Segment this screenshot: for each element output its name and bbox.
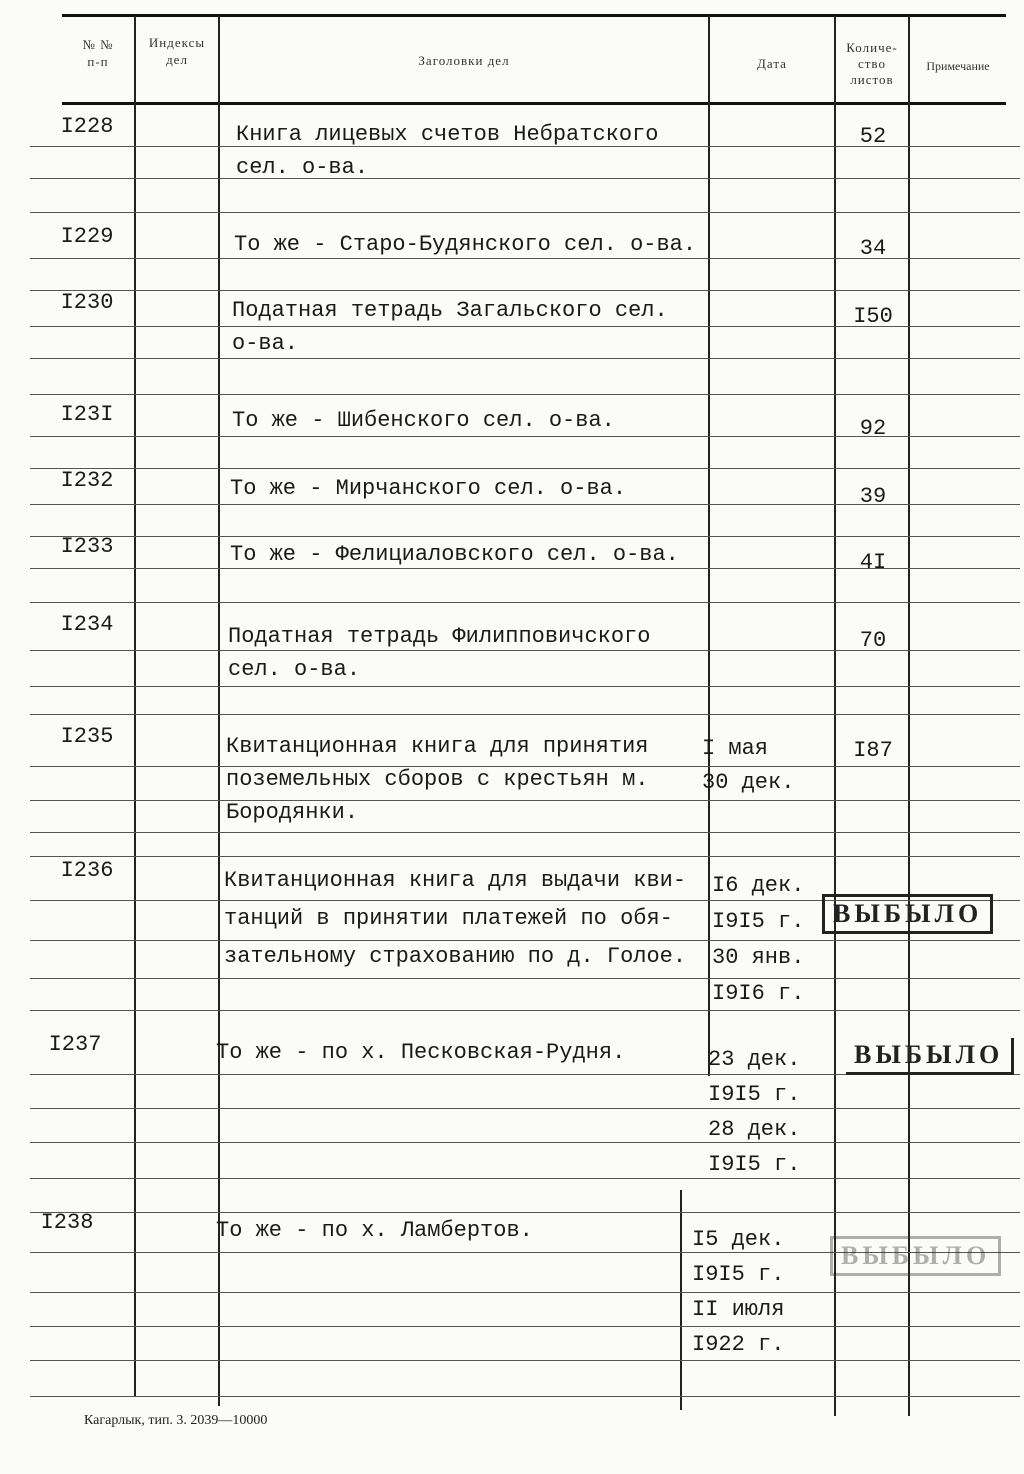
case-title: Квитанционная книга для принятия поземельных сборов с крестьян м. Бородянки. xyxy=(226,734,649,825)
case-number: I228 xyxy=(60,114,114,139)
case-title: Податная тетрадь Загальского сел. о-ва. xyxy=(232,298,668,356)
case-number: I233 xyxy=(60,534,114,559)
header-note: Примечание xyxy=(926,59,990,73)
case-number: I238 xyxy=(40,1210,94,1235)
case-date: I5 дек. I9I5 г. II июля I922 г. xyxy=(692,1227,785,1357)
ruled-line xyxy=(30,1010,1020,1011)
col-divider xyxy=(680,1190,682,1410)
header-index: Индексы дел xyxy=(148,35,206,67)
col-divider xyxy=(218,16,220,1406)
sheet-count: 39 xyxy=(859,484,887,509)
header-title: Заголовки дел xyxy=(418,53,510,68)
case-date: 23 дек. I9I5 г. 28 дек. I9I5 г. xyxy=(708,1047,801,1177)
case-number: I232 xyxy=(60,468,114,493)
top-border xyxy=(62,14,1006,17)
case-number: I230 xyxy=(60,290,114,315)
case-title: Податная тетрадь Филипповичского сел. о-ва. xyxy=(228,624,651,682)
ruled-line xyxy=(30,602,1020,603)
ruled-line xyxy=(30,1360,1020,1361)
sheet-count: 92 xyxy=(859,416,887,441)
ruled-line xyxy=(30,536,1020,537)
case-title: То же - Мирчанского сел. о-ва. xyxy=(230,476,627,501)
ruled-line xyxy=(30,1326,1020,1327)
case-title: То же - по х. Песковская-Рудня. xyxy=(216,1040,626,1065)
withdrawn-stamp: ВЫБЫЛО xyxy=(822,894,993,934)
ruled-line xyxy=(30,1396,1020,1397)
case-number: I237 xyxy=(48,1032,102,1057)
case-title: То же - Шибенского сел. о-ва. xyxy=(232,408,615,433)
ruled-line xyxy=(30,1292,1020,1293)
case-title: То же - Фелициаловского сел. о-ва. xyxy=(230,542,679,567)
withdrawn-stamp: ВЫБЫЛО xyxy=(830,1236,1001,1276)
ruled-line xyxy=(30,290,1020,291)
case-title: Книга лицевых счетов Небратского сел. о-ва. xyxy=(236,122,659,180)
ruled-line xyxy=(30,1142,1020,1143)
sheet-count: 52 xyxy=(859,124,887,149)
case-number: I236 xyxy=(60,858,114,883)
ruled-line xyxy=(30,1178,1020,1179)
ruled-line xyxy=(30,394,1020,395)
sheet-count: 34 xyxy=(859,236,887,261)
case-number: I234 xyxy=(60,612,114,637)
ruled-line xyxy=(30,978,1020,979)
ruled-line xyxy=(30,1108,1020,1109)
ruled-line xyxy=(30,714,1020,715)
ruled-line xyxy=(30,1212,1020,1213)
header-date: Дата xyxy=(757,56,787,71)
ruled-line xyxy=(30,832,1020,833)
sheet-count: 70 xyxy=(859,628,887,653)
header-num: № № п-п xyxy=(82,37,114,69)
col-divider xyxy=(834,16,836,1416)
col-divider xyxy=(134,16,136,1396)
ruled-line xyxy=(30,686,1020,687)
col-divider xyxy=(908,16,910,1416)
ruled-line xyxy=(30,856,1020,857)
ruled-line xyxy=(30,212,1020,213)
col-divider xyxy=(708,16,710,1076)
case-number: I235 xyxy=(60,724,114,749)
header-border xyxy=(62,102,1006,105)
header-count: Количе- ство листов xyxy=(846,40,898,87)
printer-imprint: Кагарлык, тип. 3. 2039—10000 xyxy=(84,1413,268,1428)
ruled-line xyxy=(30,468,1020,469)
case-date: I мая 30 дек. xyxy=(702,736,795,795)
sheet-count: I50 xyxy=(853,304,893,329)
case-date: I6 дек. I9I5 г. 30 янв. I9I6 г. xyxy=(712,873,805,1006)
withdrawn-stamp: ВЫБЫЛО xyxy=(846,1038,1014,1075)
case-title: То же - по х. Ламбертов. xyxy=(216,1218,533,1243)
case-number: I23I xyxy=(60,402,114,427)
sheet-count: I87 xyxy=(853,738,893,763)
case-title: То же - Старо-Будянского сел. о-ва. xyxy=(234,232,697,257)
case-number: I229 xyxy=(60,224,114,249)
case-title: Квитанционная книга для выдачи кви- танций в принятии платежей по обя- зательному страхованию по д. Голое. xyxy=(224,868,687,969)
sheet-count: 4I xyxy=(859,550,887,575)
